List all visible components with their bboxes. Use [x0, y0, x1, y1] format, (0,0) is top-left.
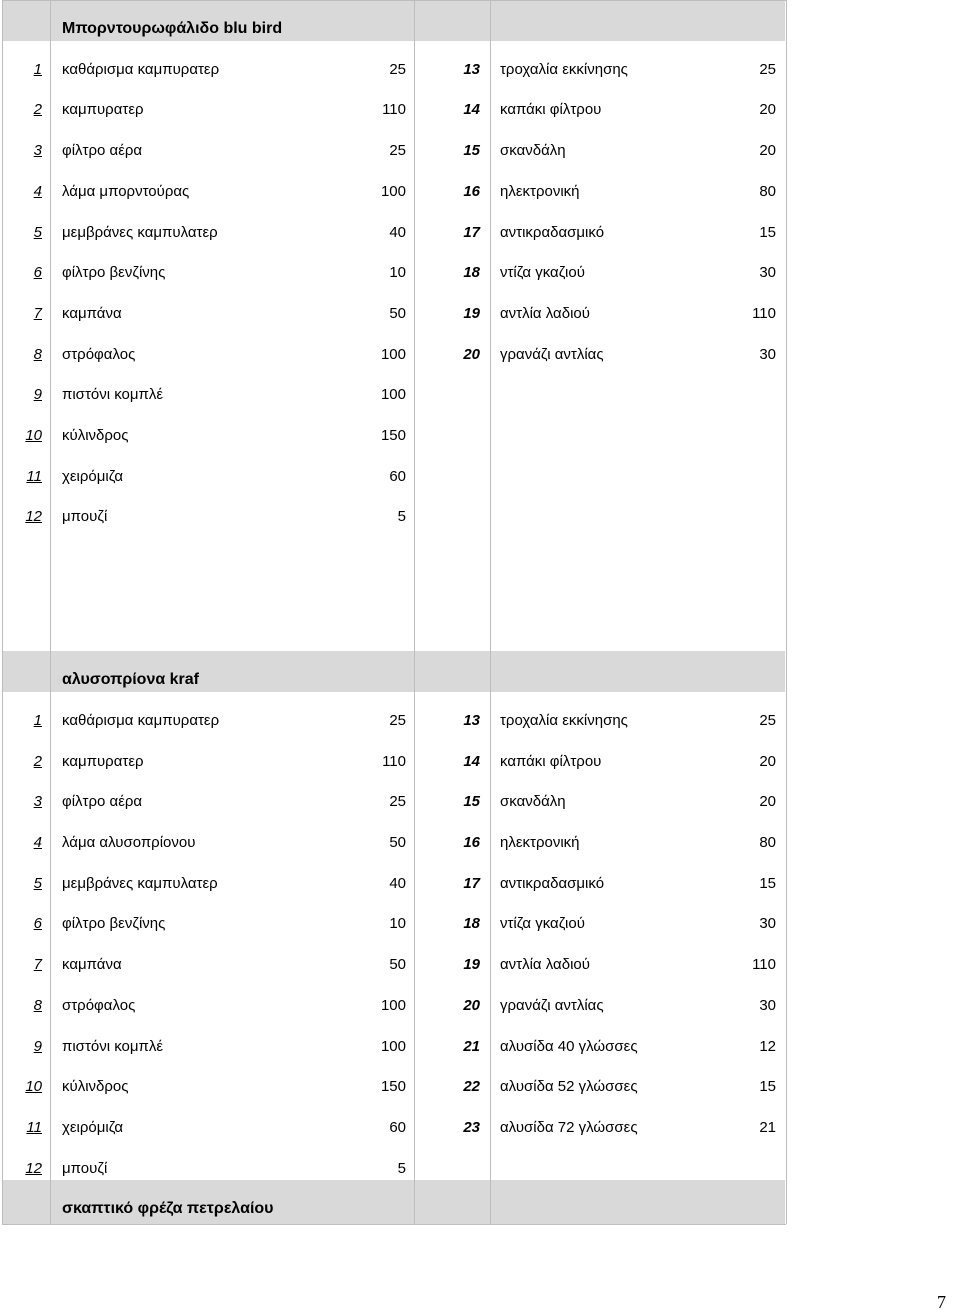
row-number-right: 16	[463, 834, 480, 851]
row-number-right: 15	[463, 142, 480, 160]
row-number-right: 13	[463, 60, 480, 78]
item-price: 50	[389, 956, 406, 974]
item-name: χειρόμιζα	[62, 467, 124, 485]
item-price: 25	[389, 711, 406, 729]
item-price: 50	[389, 834, 406, 851]
item-price-right: 15	[759, 874, 776, 892]
item-price: 25	[389, 60, 406, 78]
item-price-right: 25	[759, 60, 776, 78]
row-number-right: 19	[463, 304, 480, 322]
item-name: μεμβράνες καμπυλατερ	[62, 223, 218, 241]
item-price-right: 15	[759, 223, 776, 241]
item-name-right: αντλία λαδιού	[500, 304, 590, 322]
item-name-right: αλυσίδα 40 γλώσσες	[500, 1037, 638, 1055]
item-name: μπουζί	[62, 508, 108, 526]
row-number-right: 18	[463, 915, 480, 933]
row-number: 4	[33, 834, 42, 851]
row-number-right: 21	[463, 1037, 480, 1055]
row-number-right: 18	[463, 264, 480, 282]
item-name-right: σκανδάλη	[500, 142, 566, 160]
row-number: 3	[33, 793, 42, 811]
item-name-right: ντίζα γκαζιού	[500, 264, 585, 282]
item-name: καμπυρατερ	[62, 101, 144, 119]
row-number: 6	[33, 264, 42, 282]
item-price-right: 30	[759, 996, 776, 1014]
item-price: 110	[382, 101, 406, 119]
item-price-right: 30	[759, 345, 776, 363]
item-name: καμπυρατερ	[62, 752, 144, 770]
item-price-right: 21	[759, 1118, 776, 1136]
item-name-right: αντλία λαδιού	[500, 956, 590, 974]
item-name: μεμβράνες καμπυλατερ	[62, 874, 218, 892]
row-number: 11	[26, 467, 42, 485]
item-name-right: καπάκι φίλτρου	[500, 101, 602, 119]
row-number: 12	[25, 1159, 42, 1177]
grid-line-horizontal	[2, 1224, 786, 1225]
item-price: 60	[389, 1118, 406, 1136]
item-name: μπουζί	[62, 1159, 108, 1177]
item-price: 100	[380, 1037, 406, 1055]
row-number: 7	[33, 304, 42, 322]
row-number-right: 17	[463, 223, 480, 241]
item-name-right: ντίζα γκαζιού	[500, 915, 585, 933]
item-name: λάμα αλυσοπρίονου	[62, 834, 196, 851]
grid-line-vertical	[50, 0, 51, 1224]
row-number-right: 15	[463, 793, 480, 811]
row-number: 5	[33, 874, 42, 892]
item-price: 10	[389, 915, 406, 933]
grid-line-vertical	[490, 0, 491, 1224]
item-price: 60	[389, 467, 406, 485]
row-number: 9	[33, 1037, 42, 1055]
row-number: 10	[25, 1078, 42, 1096]
item-name: κύλινδρος	[62, 427, 129, 444]
item-price-right: 80	[759, 182, 776, 200]
item-price: 25	[389, 793, 406, 811]
item-name-right: σκανδάλη	[500, 793, 566, 811]
item-price: 150	[380, 427, 406, 444]
item-price: 100	[380, 996, 406, 1014]
row-number-right: 16	[463, 182, 480, 200]
item-name-right: αλυσίδα 72 γλώσσες	[500, 1118, 638, 1136]
item-price-right: 110	[752, 304, 776, 322]
item-price-right: 80	[759, 834, 776, 851]
item-name: καμπάνα	[62, 304, 122, 322]
row-number-right: 17	[463, 874, 480, 892]
item-name: στρόφαλος	[62, 345, 136, 363]
item-name: καμπάνα	[62, 956, 122, 974]
section-title: σκαπτικό φρέζα πετρελαίου	[62, 1200, 274, 1218]
row-number: 7	[33, 956, 42, 974]
item-price-right: 30	[759, 915, 776, 933]
item-name: πιστόνι κομπλέ	[62, 386, 164, 404]
item-name-right: αλυσίδα 52 γλώσσες	[500, 1078, 638, 1096]
row-number: 6	[33, 915, 42, 933]
item-price-right: 20	[759, 793, 776, 811]
item-name: φίλτρο βενζίνης	[62, 915, 166, 933]
item-name: κύλινδρος	[62, 1078, 129, 1096]
item-name-right: αντικραδασμικό	[500, 874, 605, 892]
item-price: 40	[389, 874, 406, 892]
item-price: 5	[397, 508, 406, 526]
item-price: 10	[389, 264, 406, 282]
row-number: 2	[33, 101, 42, 119]
row-number-right: 19	[463, 956, 480, 974]
item-name-right: τροχαλία εκκίνησης	[500, 711, 628, 729]
grid-line-vertical	[414, 0, 415, 1224]
item-name: λάμα μπορντούρας	[62, 182, 190, 200]
item-name-right: γρανάζι αντλίας	[500, 345, 604, 363]
item-name: στρόφαλος	[62, 996, 136, 1014]
item-price: 100	[380, 386, 406, 404]
row-number-right: 22	[463, 1078, 480, 1096]
row-number: 10	[25, 427, 42, 444]
row-number-right: 20	[463, 345, 480, 363]
item-price-right: 30	[759, 264, 776, 282]
item-name-right: ηλεκτρονική	[500, 182, 580, 200]
item-name-right: γρανάζι αντλίας	[500, 996, 604, 1014]
row-number-right: 14	[463, 752, 480, 770]
row-number: 1	[33, 711, 42, 729]
row-number: 4	[33, 182, 42, 200]
row-number-right: 23	[463, 1118, 480, 1136]
section-title: αλυσοπρίονα kraf	[62, 671, 199, 689]
item-name: καθάρισμα καμπυρατερ	[62, 711, 220, 729]
item-name: πιστόνι κομπλέ	[62, 1037, 164, 1055]
row-number-right: 20	[463, 996, 480, 1014]
item-price-right: 20	[759, 142, 776, 160]
item-price: 40	[389, 223, 406, 241]
item-name: φίλτρο βενζίνης	[62, 264, 166, 282]
row-number: 9	[33, 386, 42, 404]
item-name-right: αντικραδασμικό	[500, 223, 605, 241]
row-number-right: 13	[463, 711, 480, 729]
item-price: 25	[389, 142, 406, 160]
item-name: καθάρισμα καμπυρατερ	[62, 60, 220, 78]
row-number: 1	[33, 60, 42, 78]
item-name-right: ηλεκτρονική	[500, 834, 580, 851]
item-price-right: 12	[759, 1037, 776, 1055]
item-price-right: 20	[759, 752, 776, 770]
item-price: 110	[382, 752, 406, 770]
item-price-right: 25	[759, 711, 776, 729]
row-number: 12	[25, 508, 42, 526]
item-name-right: καπάκι φίλτρου	[500, 752, 602, 770]
item-name: φίλτρο αέρα	[62, 142, 143, 160]
item-price: 100	[380, 182, 406, 200]
row-number: 8	[33, 996, 42, 1014]
section-title: Μπορντουρωφάλιδο blu bird	[62, 20, 283, 37]
grid-line-horizontal	[2, 0, 786, 1]
row-number: 5	[33, 223, 42, 241]
grid-line-vertical	[786, 0, 787, 1224]
row-number: 3	[33, 142, 42, 160]
row-number: 8	[33, 345, 42, 363]
row-number: 2	[33, 752, 42, 770]
row-number-right: 14	[463, 101, 480, 119]
item-name-right: τροχαλία εκκίνησης	[500, 60, 628, 78]
row-number: 11	[26, 1118, 42, 1136]
item-price-right: 20	[759, 101, 776, 119]
item-name: χειρόμιζα	[62, 1118, 124, 1136]
item-price: 50	[389, 304, 406, 322]
item-price: 150	[380, 1078, 406, 1096]
page-number: 7	[937, 1292, 946, 1312]
item-price: 100	[380, 345, 406, 363]
grid-line-vertical	[2, 0, 3, 1224]
item-price-right: 15	[759, 1078, 776, 1096]
item-price: 5	[397, 1159, 406, 1177]
item-price-right: 110	[752, 956, 776, 974]
item-name: φίλτρο αέρα	[62, 793, 143, 811]
